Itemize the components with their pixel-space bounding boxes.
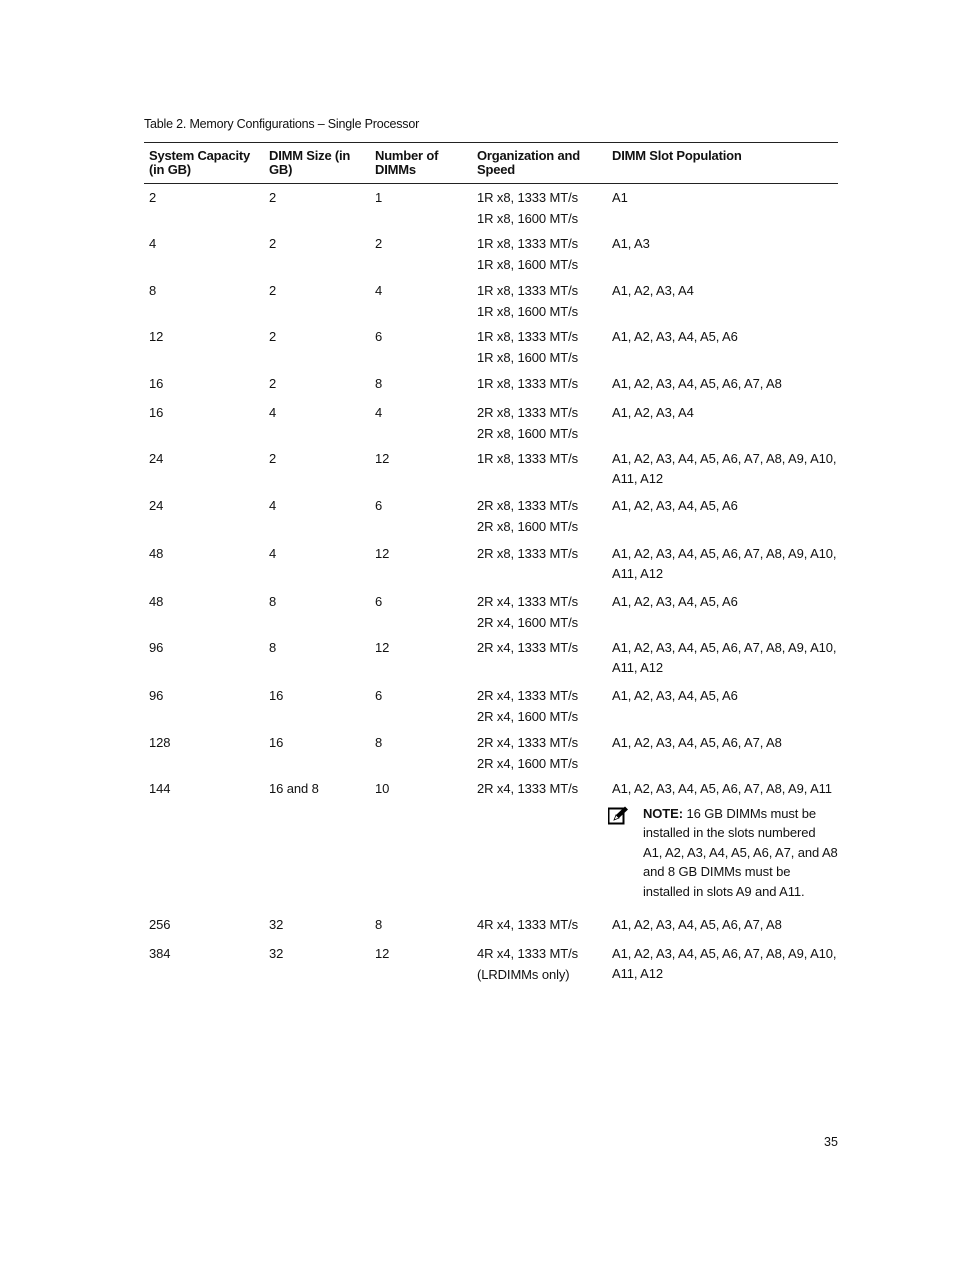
cell-slot-population xyxy=(612,281,838,301)
cell-system-capacity: 2 xyxy=(149,190,157,205)
cell-number-of-dimms: 6 xyxy=(375,329,383,344)
cell-number-of-dimms: 10 xyxy=(375,781,390,796)
note-line: installed in slots A9 and A11. xyxy=(643,883,805,899)
cell-organization-speed xyxy=(477,234,578,275)
organization-line: 2R x4, 1333 MT/s xyxy=(477,640,578,655)
slot-line: A11, A12 xyxy=(612,965,664,981)
table-header xyxy=(144,143,838,184)
cell-system-capacity: 144 xyxy=(149,781,171,796)
cell-slot-population xyxy=(612,733,838,753)
cell-dimm-size: 16 and 8 xyxy=(269,781,319,796)
cell-dimm-size: 4 xyxy=(269,546,277,561)
slot-line: A1, A2, A3, A4, A5, A6, A7, A8 xyxy=(612,917,782,932)
cell-system-capacity: 256 xyxy=(149,917,171,932)
note-line: A1, A2, A3, A4, A5, A6, A7, and A8 xyxy=(643,844,838,860)
cell-dimm-size: 4 xyxy=(269,498,277,513)
organization-line: (LRDIMMs only) xyxy=(477,966,570,982)
cell-dimm-size: 16 xyxy=(269,735,284,750)
organization-line: 2R x4, 1600 MT/s xyxy=(477,708,578,724)
cell-number-of-dimms: 6 xyxy=(375,594,383,609)
cell-number-of-dimms: 8 xyxy=(375,376,383,391)
cell-system-capacity: 16 xyxy=(149,405,164,420)
cell-dimm-size: 8 xyxy=(269,640,277,655)
cell-dimm-size: 2 xyxy=(269,283,277,298)
cell-dimm-size: 2 xyxy=(269,376,277,391)
cell-system-capacity: 48 xyxy=(149,546,164,561)
organization-line: 1R x8, 1600 MT/s xyxy=(477,256,578,272)
organization-line: 1R x8, 1600 MT/s xyxy=(477,303,578,319)
cell-number-of-dimms: 4 xyxy=(375,283,383,298)
organization-line: 2R x4, 1333 MT/s xyxy=(477,781,578,796)
organization-line: 4R x4, 1333 MT/s xyxy=(477,946,578,961)
cell-slot-population xyxy=(612,234,838,254)
cell-organization-speed xyxy=(477,592,578,633)
slot-line: A1, A2, A3, A4, A5, A6, A7, A8, A9, A11 xyxy=(612,781,832,796)
cell-system-capacity: 24 xyxy=(149,451,164,466)
note-label: NOTE: xyxy=(643,806,683,821)
cell-slot-population xyxy=(612,686,838,706)
note-line: and 8 GB DIMMs must be xyxy=(643,864,791,880)
slot-line: A1 xyxy=(612,190,628,205)
memory-config-table xyxy=(144,142,838,982)
cell-organization-speed xyxy=(477,496,578,537)
slot-line: A1, A2, A3, A4 xyxy=(612,283,694,298)
cell-dimm-size: 2 xyxy=(269,190,277,205)
organization-line: 1R x8, 1333 MT/s xyxy=(477,283,578,298)
cell-slot-population xyxy=(612,944,838,983)
cell-slot-population xyxy=(612,188,838,208)
organization-line: 1R x8, 1600 MT/s xyxy=(477,210,578,226)
cell-slot-population xyxy=(612,374,838,394)
cell-organization-speed xyxy=(477,374,578,395)
organization-line: 2R x8, 1600 MT/s xyxy=(477,518,578,534)
cell-system-capacity: 48 xyxy=(149,594,164,609)
slot-line: A1, A2, A3, A4, A5, A6 xyxy=(612,594,738,609)
slot-line: A1, A2, A3, A4, A5, A6 xyxy=(612,329,738,344)
organization-line: 1R x8, 1600 MT/s xyxy=(477,349,578,365)
cell-system-capacity: 4 xyxy=(149,236,157,251)
organization-line: 1R x8, 1333 MT/s xyxy=(477,329,578,344)
slot-line: A1, A2, A3, A4, A5, A6, A7, A8, A9, A10, xyxy=(612,546,837,561)
cell-number-of-dimms: 8 xyxy=(375,917,383,932)
cell-dimm-size: 2 xyxy=(269,236,277,251)
cell-dimm-size: 4 xyxy=(269,405,277,420)
organization-line: 4R x4, 1333 MT/s xyxy=(477,917,578,932)
cell-system-capacity: 16 xyxy=(149,376,164,391)
note-line: installed in the slots numbered xyxy=(643,825,816,841)
cell-number-of-dimms: 4 xyxy=(375,405,383,420)
note-line-text: 16 GB DIMMs must be xyxy=(682,806,817,821)
organization-line: 2R x8, 1333 MT/s xyxy=(477,546,578,561)
cell-system-capacity: 96 xyxy=(149,688,164,703)
cell-organization-speed xyxy=(477,449,578,470)
organization-line: 2R x8, 1333 MT/s xyxy=(477,498,578,513)
header-number-of-dimms: Number of DIMMs xyxy=(375,148,439,177)
cell-system-capacity: 12 xyxy=(149,329,164,344)
cell-number-of-dimms: 12 xyxy=(375,451,390,466)
slot-line: A11, A12 xyxy=(612,659,664,675)
cell-organization-speed xyxy=(477,327,578,368)
cell-organization-speed xyxy=(477,944,578,985)
table-caption: Table 2. Memory Configurations – Single Processor xyxy=(144,117,420,131)
slot-line: A1, A2, A3, A4, A5, A6, A7, A8, A9, A10, xyxy=(612,946,837,961)
slot-line: A1, A3 xyxy=(612,236,650,251)
cell-dimm-size: 2 xyxy=(269,329,277,344)
cell-system-capacity: 8 xyxy=(149,283,157,298)
header-organization-speed: Organization and Speed xyxy=(477,148,580,177)
cell-slot-population xyxy=(612,915,838,935)
cell-dimm-size: 32 xyxy=(269,917,284,932)
cell-organization-speed xyxy=(477,915,578,936)
cell-slot-population xyxy=(612,638,838,677)
cell-system-capacity: 96 xyxy=(149,640,164,655)
header-system-capacity: System Capacity (in GB) xyxy=(149,148,251,177)
note-text xyxy=(643,804,838,901)
header-slot-population: DIMM Slot Population xyxy=(612,148,742,163)
slot-line: A1, A2, A3, A4, A5, A6, A7, A8 xyxy=(612,735,782,750)
cell-number-of-dimms: 12 xyxy=(375,640,390,655)
cell-slot-population xyxy=(612,449,838,488)
note-pencil-icon xyxy=(608,806,628,826)
cell-dimm-size: 16 xyxy=(269,688,284,703)
page-number: 35 xyxy=(824,1135,838,1149)
organization-line: 2R x8, 1600 MT/s xyxy=(477,425,578,441)
cell-number-of-dimms: 12 xyxy=(375,946,390,961)
organization-line: 1R x8, 1333 MT/s xyxy=(477,236,578,251)
slot-line: A1, A2, A3, A4 xyxy=(612,405,694,420)
organization-line: 1R x8, 1333 MT/s xyxy=(477,376,578,391)
slot-line: A1, A2, A3, A4, A5, A6, A7, A8, A9, A10, xyxy=(612,640,837,655)
slot-line: A11, A12 xyxy=(612,470,664,486)
organization-line: 2R x4, 1333 MT/s xyxy=(477,688,578,703)
header-dimm-size: DIMM Size (in GB) xyxy=(269,148,351,177)
cell-dimm-size: 32 xyxy=(269,946,284,961)
cell-slot-population xyxy=(612,496,838,516)
slot-line: A1, A2, A3, A4, A5, A6, A7, A8 xyxy=(612,376,782,391)
cell-organization-speed xyxy=(477,281,578,322)
cell-slot-population xyxy=(612,327,838,347)
cell-number-of-dimms: 6 xyxy=(375,498,383,513)
cell-number-of-dimms: 2 xyxy=(375,236,383,251)
cell-organization-speed xyxy=(477,779,578,800)
cell-number-of-dimms: 8 xyxy=(375,735,383,750)
cell-system-capacity: 128 xyxy=(149,735,171,750)
cell-organization-speed xyxy=(477,638,578,659)
organization-line: 1R x8, 1333 MT/s xyxy=(477,190,578,205)
organization-line: 2R x4, 1333 MT/s xyxy=(477,735,578,750)
slot-line: A1, A2, A3, A4, A5, A6 xyxy=(612,498,738,513)
slot-line: A1, A2, A3, A4, A5, A6 xyxy=(612,688,738,703)
cell-slot-population xyxy=(612,592,838,612)
cell-slot-population xyxy=(612,544,838,583)
organization-line: 2R x4, 1600 MT/s xyxy=(477,755,578,771)
organization-line: 2R x4, 1333 MT/s xyxy=(477,594,578,609)
cell-organization-speed xyxy=(477,733,578,774)
cell-number-of-dimms: 1 xyxy=(375,190,383,205)
cell-number-of-dimms: 6 xyxy=(375,688,383,703)
note-line xyxy=(643,804,838,823)
cell-system-capacity: 24 xyxy=(149,498,164,513)
organization-line: 2R x4, 1600 MT/s xyxy=(477,614,578,630)
cell-organization-speed xyxy=(477,544,578,565)
cell-organization-speed xyxy=(477,686,578,727)
cell-slot-population xyxy=(612,403,838,423)
slot-line: A11, A12 xyxy=(612,565,664,581)
cell-organization-speed xyxy=(477,403,578,444)
cell-system-capacity: 384 xyxy=(149,946,171,961)
cell-slot-population xyxy=(612,779,838,799)
cell-dimm-size: 8 xyxy=(269,594,277,609)
cell-dimm-size: 2 xyxy=(269,451,277,466)
cell-organization-speed xyxy=(477,188,578,229)
slot-line: A1, A2, A3, A4, A5, A6, A7, A8, A9, A10, xyxy=(612,451,837,466)
cell-number-of-dimms: 12 xyxy=(375,546,390,561)
organization-line: 1R x8, 1333 MT/s xyxy=(477,451,578,466)
organization-line: 2R x8, 1333 MT/s xyxy=(477,405,578,420)
